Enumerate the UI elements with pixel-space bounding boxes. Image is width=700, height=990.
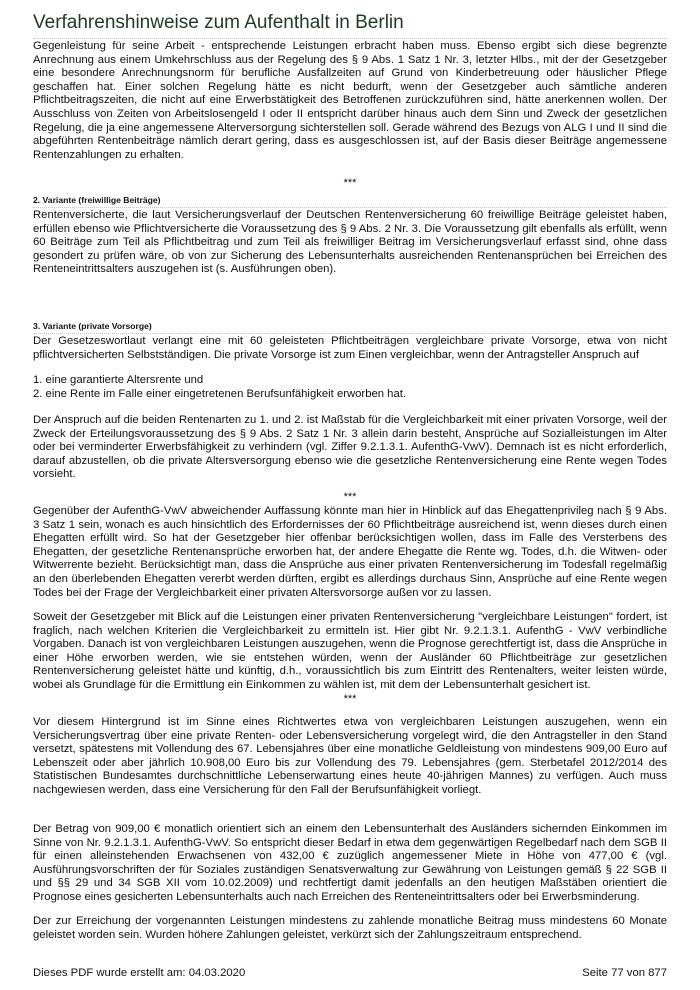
page-footer xyxy=(33,966,667,980)
paragraph-gegenueber: Gegenüber der AufenthG-VwV abweichender Auffassung könnte man hier in Hinblick auf das Ehegattenprivileg nach § 9 Abs. 3 Satz 1 sein, wonach es auch hinsichtlich des Erfordernisses der 60 Pflichtbeiträge ausreichend ist, wenn dieses durch einen Ehegatten erfüllt wird. So hat der Gesetzgeber hier offenbar berücksichtigen wollen, dass im Falle des Versterbens des Ehegatten, der gesetzliche Rentenansprüche erworben hat, der andere Ehegatte die Rente wg. Todes, d.h. die Witwen- oder Witwerrente bezieht. Berücksichtigt man, dass die Ansprüche aus einer privaten Rentenversicherung im Todesfall regelmäßig an den überlebenden Ehegatten vererbt werden dürften, ergibt es allerdings durchaus Sinn, Ansprüche auf eine Rente wegen Todes bei der Frage der Vergleichbarkeit einer privaten Altersvorsorge außen vor zu lassen. xyxy=(33,505,667,599)
requirements-list xyxy=(33,374,667,401)
hintergrund-block xyxy=(33,716,667,798)
paragraph-intro: Gegenleistung für seine Arbeit - entsprechende Leistungen erbracht haben muss. Ebenso ergibt sich diese begrenzte Anrechnung aus einem Umkehrschluss aus der Regelung des § 9 Abs. 1 Satz 1 Nr. 3, letzter Hlbs., mit der der Gesetzgeber eine besondere Anrechnungsnorm für berufliche Ausfallzeiten auf Grund von Kinderbetreuung oder häuslicher Pflege geschaffen hat. Einer solchen Regelung hätte es nicht bedurft, wenn der Gesetzgeber auch sämtliche anderen Pflichtbeitragszeiten, die nicht auf eine Erwerbstätigkeit des Betroffenen zurückzuführen sind, hätte anerkennen wollen. Der Ausschluss von Zeiten von Arbeitslosengeld I oder II entspricht darüber hinaus auch dem Sinn und Zweck der gesetzlichen Regelung, die ja eine angemessene Alterversorgung sichterstellen soll. Gerade während des Bezugs von ALG I und II sind die abgeführten Rentenbeiträge nämlich derart gering, dass es ausgeschlossen ist, auf der Basis dieser Beiträge angemessene Rentenzahlungen zu erhalten. xyxy=(33,40,667,161)
paragraph-variant-3: Der Gesetzeswortlaut verlangt eine mit 60 geleisteten Pflichtbeiträgen vergleichbare private Vorsorge, etwa von nicht pflichtversicherten Selbstständigen. Die private Vorsorge ist zum Einen vergleichbar, wenn der Antragsteller Anspruch auf xyxy=(33,335,667,361)
section-heading-variant-3: 3. Variante (private Vorsorge) xyxy=(33,321,667,334)
list-item: 1. eine garantierte Altersrente und xyxy=(33,374,204,386)
paragraph-beitrag: Der zur Erreichung der vorgenannten Leistungen mindestens zu zahlende monatliche Beitrag muss mindestens 60 Monate geleistet worden sein. Wurden höhere Zahlungen geleistet, verkürzt sich der Zahlungszeitraum entsprechend. xyxy=(33,915,667,941)
separator-1 xyxy=(33,177,667,189)
paragraph-soweit: Soweit der Gesetzgeber mit Blick auf die Leistungen einer privaten Rentenversicherung "vergleichbare Leistungen" fordert, ist fraglich, nach welchen Kriterien die Vergleichbarkeit zu ermitteln ist. Hier gibt Nr. 9.2.1.3.1. AufenthG - VwV verbindliche Vorgaben. Danach ist von vergleichbaren Leistungen auszugehen, wenn die Prognose gerechtfertigt ist, dass die Ansprüche in einer Höhe erworben werden, wie sie entstehen würden, wenn der Ausländer 60 Pflichtbeiträge zur gesetzlichen Rentenversicherung geleistet hätte und künftig, d.h., voraussichtlich bis zum Eintritt des Rentenalters, weiter leisten würde, wobei als Grundlage für die Ermittlung ein Einkommen zu wählen ist, mit dem der Lebensunterhalt gesichert ist. xyxy=(33,611,667,691)
separator-stars: *** xyxy=(343,491,357,503)
betrag-block xyxy=(33,823,667,905)
paragraph-betrag: Der Betrag von 909,00 € monatlich orientiert sich an einem den Lebensunterhalt des Ausländers sichernden Einkommen im Sinne von Nr. 9.2.1.3.1. AufenthG-VwV. So entspricht dieser Bedarf in etwa dem gegenwärtigen Regelbedarf nach dem SGB II für einen alleinstehenden Erwachsenen von 432,00 € zuzüglich angemessener Miete in Höhe von 477,00 € (vgl. Ausführungsvorschriften der für Soziales zuständigen Senatsverwaltung zur Gewährung von Leistungen gemäß § 22 SGB II und §§ 29 und 34 SGB XII vom 10.02.2009) und rechtfertigt damit jedenfalls an den heutigen Maßstäben orientiert die Prognose eines gesicherten Lebensunterhalts auch nach Erreichen des Renteneintrittsalters oder bei Erwerbsminderung. xyxy=(33,823,667,903)
separator-2 xyxy=(33,491,667,503)
paragraph-hintergrund: Vor diesem Hintergrund ist im Sinne eines Richtwertes etwa von vergleichbaren Leistungen auszugehen, wenn ein Versicherungsvertrag über eine private Renten- oder Lebensversicherung vorgelegt wird, die den Antragsteller in den Stand versetzt, spätestens mit Vollendung des 67. Lebensjahres über eine monatliche Geldleistung von mindestens 909,00 Euro auf Lebenszeit oder aber jährlich 10.908,00 Euro bis zur Vollendung des 79. Lebensjahres (gem. Sterbetafel 2012/2014 des Statistischen Bundesamtes durchschnittliche Lebenserwartung eines heute 40-jährigen Mannes) zu verfügen. Auch muss nachgewiesen werden, dass eine Versicherung für den Fall der Berufsunfähigkeit vorliegt. xyxy=(33,716,667,796)
section-variant-2 xyxy=(33,195,667,277)
separator-stars: *** xyxy=(343,692,357,705)
list-item: 2. eine Rente im Falle einer eingetretenen Berufsunfähigkeit erworben hat. xyxy=(33,387,407,400)
paragraph-variant-2: Rentenversicherte, die laut Versicherungsverlauf der Deutschen Rentenversicherung 60 freiwillige Beiträge geleistet haben, erfüllen ebenso wie Pflichtversicherte die Voraussetzung des § 9 Abs. 2 Nr. 3. Die Voraussetzung gilt ebenfalls als erfüllt, wenn 60 Beiträge zum Teil als Pflichtbeitrag und zum Teil als freiwilliger Beitrag im Versicherungsverlauf erfasst sind, ohne dass gesondert zu prüfen wäre, ob von zur Sicherung des Lebensunterhalts ausreichenden Rentenansprüchen bei Erreichen des Renteneintrittsalters auszugehen ist (s. Ausführungen oben). xyxy=(33,209,667,276)
section-variant-3 xyxy=(33,321,667,362)
page-number: Seite 77 von 877 xyxy=(582,967,667,979)
intro-paragraph-block xyxy=(33,40,667,162)
beitrag-block xyxy=(33,915,667,942)
gegenueber-block xyxy=(33,505,667,600)
page-title: Verfahrenshinweise zum Aufenthalt in Berlin xyxy=(33,10,667,39)
separator-stars: *** xyxy=(343,177,357,189)
paragraph-anspruch: Der Anspruch auf die beiden Rentenarten zu 1. und 2. ist Maßstab für die Vergleichbarkeit mit einer privaten Vorsorge, weil der Zweck der Erteilungsvoraussetzung des § 9 Abs. 2 Satz 1 Nr. 3 allein darin besteht, Ansprüche auf Sozialleistungen im Alter oder bei verminderter Erwerbsfähigkeit zu verhindern (vgl. Ziffer 9.2.1.3.1. AufenthG-VwV). Demnach ist es nicht erforderlich, darauf abzustellen, ob die private Altersversorgung ebenso wie die gesetzliche Rentenversicherung eine Rente wegen Todes vorsieht. xyxy=(33,414,667,481)
anspruch-block xyxy=(33,414,667,482)
creation-date: Dieses PDF wurde erstellt am: 04.03.2020 xyxy=(33,967,246,979)
section-heading-variant-2: 2. Variante (freiwillige Beiträge) xyxy=(33,195,667,208)
soweit-block xyxy=(33,611,667,705)
